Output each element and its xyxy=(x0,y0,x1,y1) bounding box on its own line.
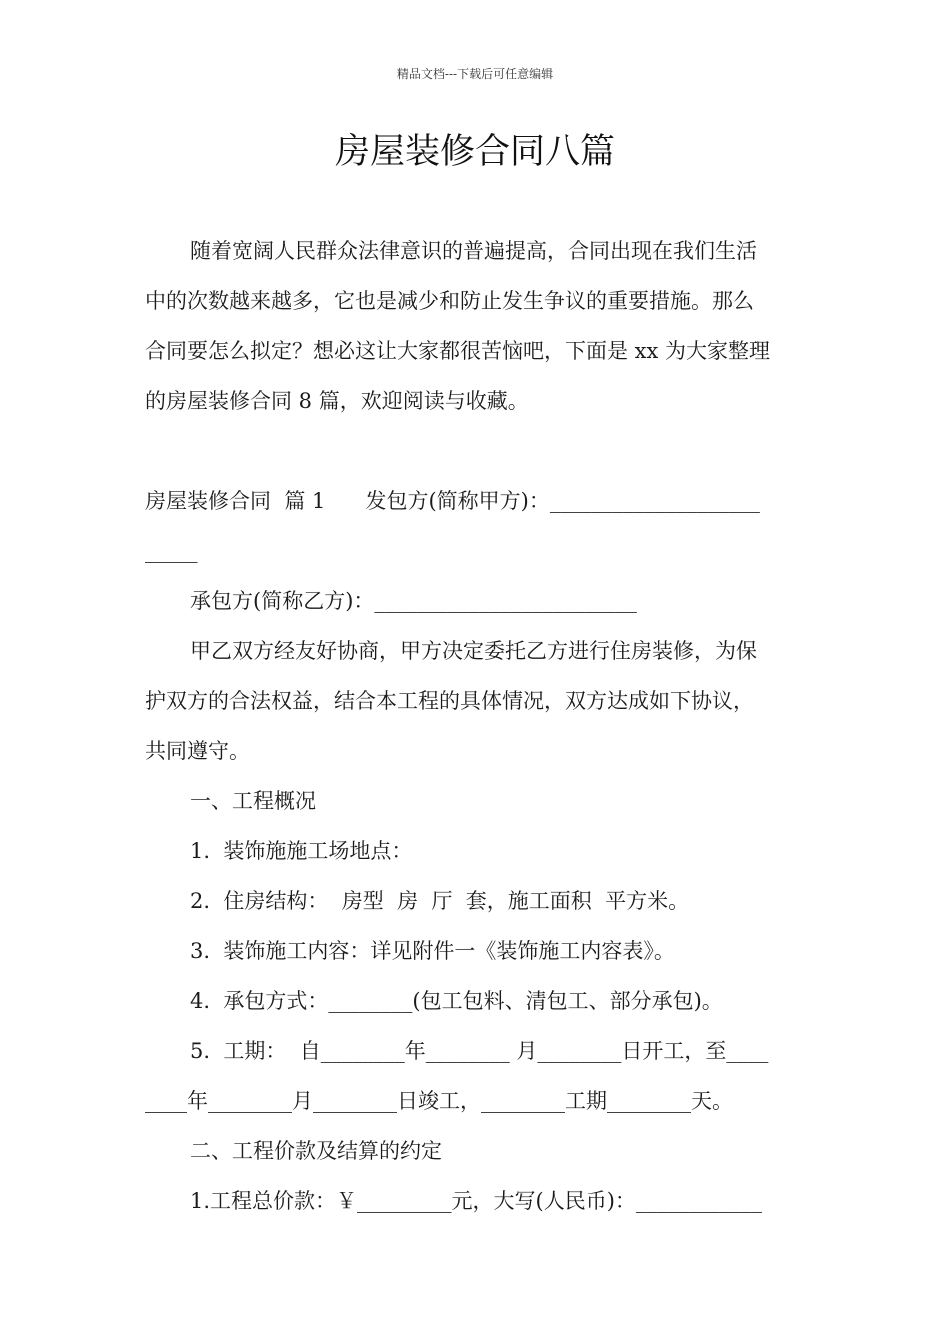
item-5-period: 5. 工期： 自________年________ 月________日开工，至____ xyxy=(190,1039,769,1063)
intro-line-4: 的房屋装修合同 8 篇，欢迎阅读与收藏。 xyxy=(145,389,529,413)
contract-heading-line: 房屋装修合同 篇 1 发包方(简称甲方)：____________________ xyxy=(145,489,760,513)
section-2-heading: 二、工程价款及结算的约定 xyxy=(190,1139,442,1163)
item-5-period-continuation: ____年________月________日竣工，________工期________天。 xyxy=(145,1089,733,1113)
item-3-content: 3. 装饰施工内容：详见附件一《装饰施工内容表》。 xyxy=(190,939,675,963)
preamble-line-2: 护双方的合法权益，结合本工程的具体情况，双方达成如下协议， xyxy=(145,689,754,713)
page-header: 精品文档---下载后可任意编辑 xyxy=(396,67,554,81)
intro-line-3: 合同要怎么拟定？想必这让大家都很苦恼吧，下面是 xx 为大家整理 xyxy=(145,339,771,363)
section-1-heading: 一、工程概况 xyxy=(190,789,316,813)
price-line: 1.工程总价款：￥_________元，大写(人民币)：____________ xyxy=(190,1189,762,1213)
intro-line-1: 随着宽阔人民群众法律意识的普遍提高，合同出现在我们生活 xyxy=(190,239,757,263)
item-4-contract-method: 4. 承包方式：________(包工包料、清包工、部分承包)。 xyxy=(190,989,723,1013)
preamble-line-1: 甲乙双方经友好协商，甲方决定委托乙方进行住房装修，为保 xyxy=(190,639,757,663)
item-1-site: 1. 装饰施施工场地点： xyxy=(190,839,413,863)
preamble-line-3: 共同遵守。 xyxy=(145,739,250,763)
item-2-structure: 2. 住房结构： 房型 房 厅 套，施工面积 平方米。 xyxy=(190,889,690,913)
party-b-line: 承包方(简称乙方)：_________________________ xyxy=(190,589,637,613)
contract-heading-continuation: _____ xyxy=(145,539,198,563)
document-title: 房屋装修合同八篇 xyxy=(334,132,615,172)
intro-line-2: 中的次数越来越多，它也是减少和防止发生争议的重要措施。那么 xyxy=(145,289,754,313)
